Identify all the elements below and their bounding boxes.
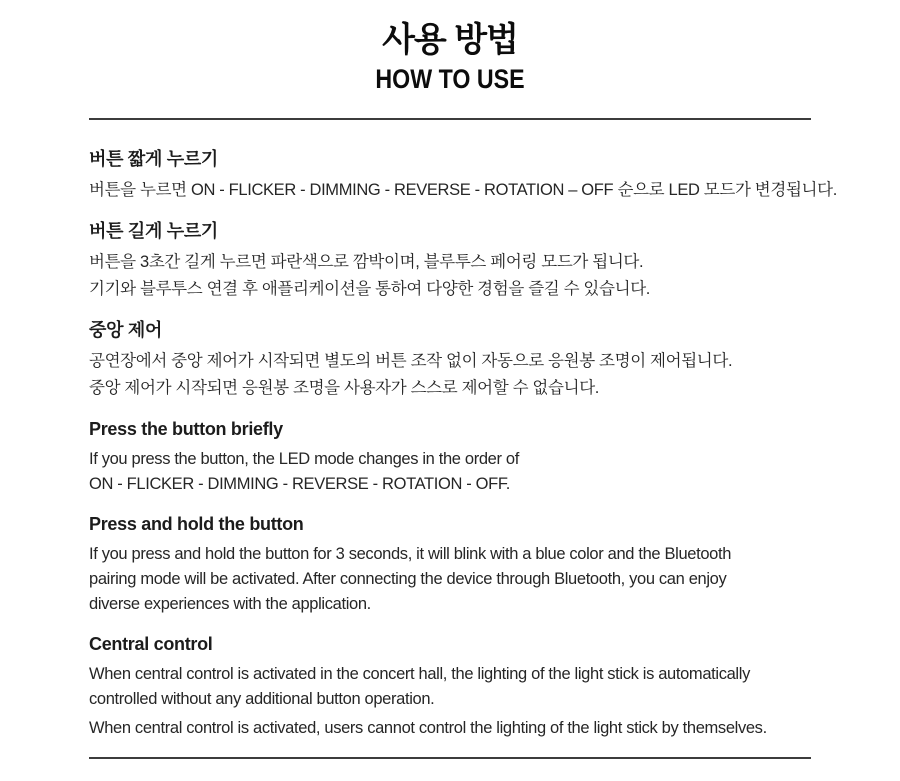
body-line: When central control is activated in the concert hall, the lighting of the light stick is automatically bbox=[89, 665, 750, 683]
section-en-long-press bbox=[89, 511, 811, 617]
body-line: When central control is activated, users cannot control the lighting of the light stick by themselves. bbox=[89, 719, 767, 737]
body-line: controlled without any additional button operation. bbox=[89, 690, 435, 708]
section-body bbox=[89, 177, 837, 204]
top-divider bbox=[89, 118, 811, 120]
section-body bbox=[89, 447, 811, 497]
section-paragraph bbox=[89, 348, 811, 402]
section-heading: 버튼 길게 누르기 bbox=[89, 221, 219, 241]
body-line: 버튼을 누르면 ON - FLICKER - DIMMING - REVERSE - ROTATION – OFF 순으로 LED 모드가 변경됩니다. bbox=[89, 181, 837, 199]
body-line: 공연장에서 중앙 제어가 시작되면 별도의 버튼 조작 없이 자동으로 응원봉 조명이 제어됩니다. bbox=[89, 352, 733, 370]
section-heading: Press and hold the button bbox=[89, 514, 304, 534]
section-body bbox=[89, 662, 811, 741]
body-line: ON - FLICKER - DIMMING - REVERSE - ROTATION - OFF. bbox=[89, 475, 510, 493]
section-paragraph bbox=[89, 177, 837, 204]
section-heading: Central control bbox=[89, 634, 213, 654]
section-ko-short-press bbox=[89, 146, 837, 204]
section-paragraph bbox=[89, 716, 811, 741]
section-paragraph bbox=[89, 447, 811, 497]
page-title-english: HOW TO USE bbox=[375, 64, 525, 94]
section-body bbox=[89, 348, 811, 402]
section-paragraph bbox=[89, 542, 811, 617]
section-body bbox=[89, 249, 811, 303]
body-line: 기기와 블루투스 연결 후 애플리케이션을 통하여 다양한 경험을 즐길 수 있습니다. bbox=[89, 280, 651, 298]
section-heading: 중앙 제어 bbox=[89, 320, 163, 340]
body-line: diverse experiences with the application. bbox=[89, 595, 371, 613]
body-line: 중앙 제어가 시작되면 응원봉 조명을 사용자가 스스로 제어할 수 없습니다. bbox=[89, 379, 600, 397]
section-en-short-press bbox=[89, 416, 811, 497]
section-en-central-control bbox=[89, 631, 811, 741]
how-to-use-page bbox=[0, 18, 900, 781]
page-title-korean: 사용 방법 bbox=[382, 21, 518, 59]
section-paragraph bbox=[89, 662, 811, 712]
body-line: If you press the button, the LED mode changes in the order of bbox=[89, 450, 519, 468]
body-line: 버튼을 3초간 길게 누르면 파란색으로 깜박이며, 블루투스 페어링 모드가 됩니다. bbox=[89, 253, 644, 271]
body-line: If you press and hold the button for 3 seconds, it will blink with a blue color and the Bluetooth bbox=[89, 545, 732, 563]
bottom-divider bbox=[89, 757, 811, 759]
section-heading: 버튼 짧게 누르기 bbox=[89, 149, 219, 169]
section-heading: Press the button briefly bbox=[89, 419, 283, 439]
section-body bbox=[89, 542, 811, 617]
section-paragraph bbox=[89, 249, 811, 303]
body-line: pairing mode will be activated. After connecting the device through Bluetooth, you can enjoy bbox=[89, 570, 727, 588]
section-ko-long-press bbox=[89, 218, 811, 303]
section-ko-central-control bbox=[89, 317, 811, 402]
